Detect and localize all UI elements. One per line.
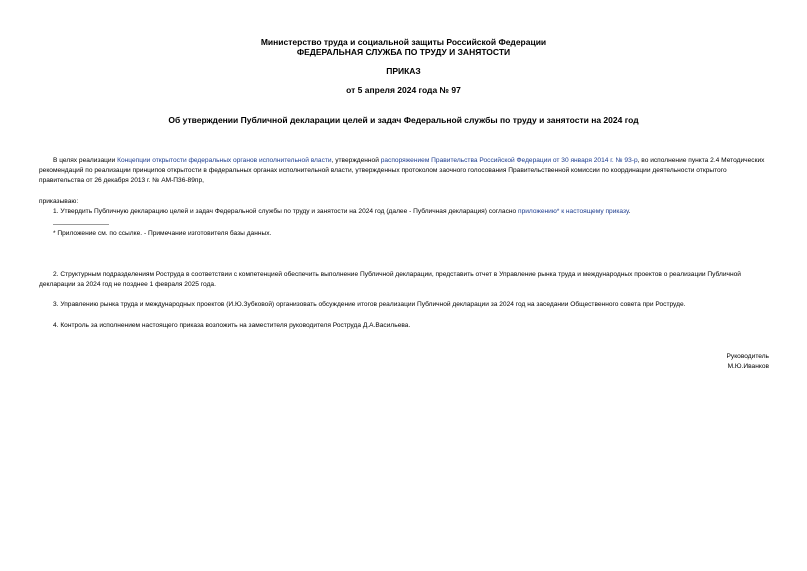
document-date-number: от 5 апреля 2024 года № 97 xyxy=(346,85,461,95)
item-4: 4. Контроль за исполнением настоящего приказа возложить на заместителя руководителя Роструда Д.А.Васильева. xyxy=(53,322,411,329)
document-title: Об утверждении Публичной декларации целей и задач Федеральной службы по труду и занятости на 2024 год xyxy=(168,115,639,125)
intro-text-2: , утвержденной xyxy=(331,157,381,164)
item-1-text: 1. Утвердить Публичную декларацию целей и задач Федеральной службы по труду и занятости на 2024 год (далее - Публичная декларация) согласно xyxy=(53,208,519,215)
appendix-link[interactable]: приложению* к настоящему приказу xyxy=(518,208,629,215)
intro-text-3: , во исполнение пункта 2.4 Методических рекомендаций по реализации принципов открытости в федеральных органах исполнительной власти, утвержденных протоколом заочного голосования Правительственной комиссии по координации деятельности открытого правительства от 26 декабря 2013 г. № АМ-П36-89пр, xyxy=(39,157,765,184)
item-2: 2. Структурным подразделениям Роструда в соответствии с компетенцией обеспечить выполнение Публичной декларации, представить отчет в Управление рынка труда и международных проектов о реализации Публичной декларации за 2024 год не позднее 1 февраля 2025 года. xyxy=(39,271,741,288)
ministry-name: Министерство труда и социальной защиты Российской Федерации xyxy=(260,37,547,47)
concept-link[interactable]: Концепции открытости федеральных органов исполнительной власти xyxy=(117,157,332,164)
footnote-divider xyxy=(53,224,109,225)
signature-name: М.Ю.Иванков xyxy=(727,363,769,370)
signature-position: Руководитель xyxy=(726,353,769,360)
service-name: ФЕДЕРАЛЬНАЯ СЛУЖБА ПО ТРУДУ И ЗАНЯТОСТИ xyxy=(296,47,511,57)
item-1-end: . xyxy=(628,208,631,215)
item-1 xyxy=(39,207,769,217)
footnote: * Приложение см. по ссылке. - Примечание изготовителя базы данных. xyxy=(53,230,272,237)
order-word: приказываю: xyxy=(39,198,79,205)
decree-link[interactable]: распоряжением Правительства Российской Федерации от 30 января 2014 г. № 93-р xyxy=(380,157,638,164)
item-3: 3. Управлению рынка труда и международных проектов (И.Ю.Зубковой) организовать обсуждение итогов реализации Публичной декларации за 2024 год на заседании Общественного совета при Роструде. xyxy=(53,301,686,308)
intro-text-1: В целях реализации xyxy=(53,157,118,164)
document-type: ПРИКАЗ xyxy=(386,66,421,76)
intro-paragraph xyxy=(39,156,769,186)
